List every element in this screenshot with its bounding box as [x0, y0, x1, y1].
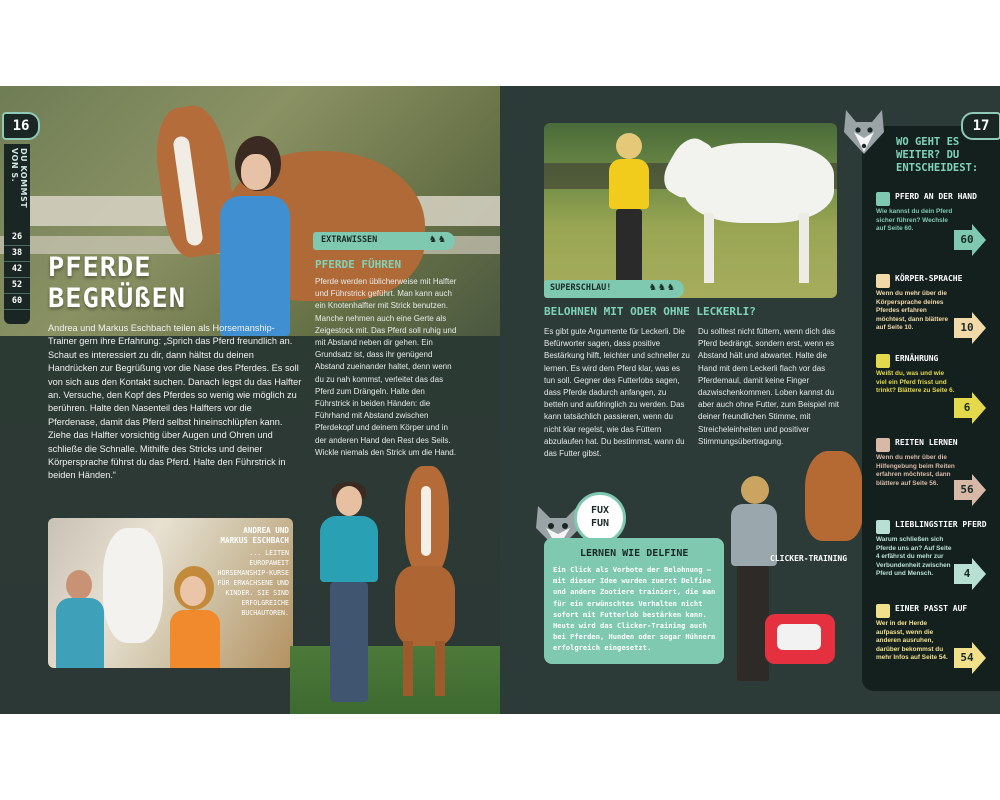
extra-text: Pferde werden üblicherweise mit Halfter und Führstrick geführt. Man kann auch ein Knotenhalfter mit Strick benutzen. Manche nehmen auch eine Gerte als Zeigestock mit. Das Pferd soll ruhig und mit Abstand neben dir gehen. Ein Grundsatz ist, dass ihr genügend Abstand zueinander haltet, denn wenn du zu nah kommst, verleitet das das Pferd zum Drängeln. Halte den Führstrick in beiden Händen: die Führhand mit Abstand zwischen Pferdekopf und deinem Körper und in der anderen Hand den Rest des Seils. Wickle niemals den Strick um die Hand.: [315, 277, 457, 457]
right-page: [500, 86, 1000, 714]
nav-item-einer-passt-auf[interactable]: EINER PASST AUF Wer in der Herde aufpasst, wenn die anderen ausruhen, darüber bekommst du mehr Infos auf Seite 54.: [876, 604, 968, 661]
blonde-girl-figure: [604, 133, 654, 293]
nav-item-lieblingstier-pferd[interactable]: LIEBLINGSTIER PFERD Warum schließen sich Pferde uns an? Auf Seite 4 erfährst du mehr zur Verbundenheit zwischen Pferd und Mensch.: [876, 520, 987, 577]
saddle-icon: [876, 438, 890, 452]
nav-item-ernaehrung[interactable]: ERNÄHRUNG Weißt du, was und wie viel ein Pferd frisst und trinkt? Blättere zu Seite 6.: [876, 354, 955, 394]
caption-text: ... LEITEN EUROPAWEIT HORSEMANSHIP-KURSE FÜR ERWACHSENE UND KINDER. SIE SIND ERFOLGREICHE BUCHAUTOREN.: [217, 549, 289, 617]
page-link-number: 6: [963, 401, 971, 414]
clicker-label: CLICKER-TRAINING: [770, 554, 848, 563]
caption-title: ANDREA UND MARKUS ESCHBACH: [220, 526, 289, 545]
page-link-number: 56: [960, 483, 974, 496]
page-title: [48, 252, 288, 314]
clicker-device: [765, 614, 835, 664]
fun-title: LERNEN WIE DELFINE: [580, 548, 689, 559]
herd-icon: [876, 604, 890, 618]
body-column-1: Es gibt gute Argumente für Leckerli. Die Befürworter sagen, dass positive Bestärkung hilft, leichter und schneller zu lernen. Es wird dem Pferd klar, was es tun soll. Gegner des Futterlobs sagen, dass Pferde dadurch anfangen, zu betteln und aufdringlich zu werden. Das kann tatsächlich passieren, wenn du nicht klar regelst, wie das Füttern abzulaufen hat. Du bestimmst, wann du das Futter gibst.: [544, 327, 690, 459]
sidebar-page-link[interactable]: 38: [4, 246, 30, 262]
superschlau-badge: [544, 280, 684, 298]
nav-heading: WO GEHT ES WEITER? DU ENTSCHEIDEST:: [896, 136, 979, 174]
fux-line: FUN: [590, 518, 610, 529]
title-line: BEGRÜßEN: [48, 283, 187, 314]
horseshoe-icon: [876, 520, 890, 534]
left-page: [0, 86, 500, 714]
photo-caption: [213, 526, 289, 618]
intro-text: Andrea und Markus Eschbach teilen als Horsemanship-Trainer gern ihre Erfahrung: „Sprich das Pferd freundlich an. Schaut es interessiert zu dir, dann hältst du deinen Handrücken zur Begrüßung vor die Nase des Pferdes. Es soll von sich aus den Kontakt suchen. Danach legst du das Halfter an. Versuche, den Kopf des Pferdes so wenig wie möglich zu berühren. Halte den Nasenteil des Halfters vor die Pferdenase, damit das Pferd selbst hineinschlüpfen kann. Ziehe das Halfter vorsichtig über Augen und Ohren und schließe die Schnalle. Mithilfe des Stricks und deiner Körpersprache führst du das Pferd. Halte den Führstrick in beiden Händen.“: [48, 323, 302, 481]
book-spread: [0, 86, 1000, 714]
white-horse: [103, 528, 163, 643]
extra-title: PFERDE FÜHREN: [315, 258, 402, 271]
nav-item-koerpersprache[interactable]: KÖRPER-SPRACHE Wenn du mehr über die Körpersprache deines Pferdes erfahren möchtest, dann blättere auf Seite 10.: [876, 274, 963, 331]
fox-mascot-icon: [840, 104, 888, 160]
page-link-number: 4: [963, 567, 971, 580]
sidebar-page-link[interactable]: 60: [4, 294, 30, 310]
nav-item-pferd-an-der-hand[interactable]: PFERD AN DER HAND Wie kannst du dein Pferd sicher führen? Wechsle auf Seite 60.: [876, 192, 977, 232]
horse-head-icon: [876, 274, 890, 288]
trainers-photo: [48, 518, 293, 668]
page-number-tab: 17: [961, 112, 1000, 140]
nav-item-reiten-lernen[interactable]: REITEN LERNEN Wenn du mehr über die Hilfengebung beim Reiten erfahren möchtest, dann blättere auf Seite 56.: [876, 438, 958, 487]
previous-pages-sidebar: [4, 144, 30, 324]
fux-fun-badge: [574, 492, 626, 544]
girl-white-horse-photo: [544, 123, 837, 298]
horse-leg: [704, 213, 714, 283]
horse-lead-icon: [876, 192, 890, 206]
body-column-2: Du solltest nicht füttern, wenn dich das Pferd bedrängt, sondern erst, wenn es Abstand hält und abwartet. Halte die Hand mit dem Leckerli flach vor das Pferdemaul, damit keine Finger dazwischenkommen. Loben kannst du aber auch ohne Futter, zum Beispiel mit deiner freundlichen Stimme, mit Streicheleinheiten und positiver Stimmungsübertragung.: [698, 327, 839, 446]
chestnut-horse: [395, 466, 455, 696]
page-link-number: 54: [960, 651, 974, 664]
title-line: PFERDE: [48, 252, 152, 283]
feed-icon: [876, 354, 890, 368]
superschlau-label: SUPERSCHLAU!: [550, 283, 612, 293]
sidebar-page-link[interactable]: 42: [4, 262, 30, 278]
fux-line: FUX: [590, 505, 610, 516]
sidebar-page-link[interactable]: 52: [4, 278, 30, 294]
extrawissen-label: EXTRAWISSEN: [321, 235, 378, 245]
horse-rating-icon: ♞♞♞: [648, 283, 676, 293]
section-title: BELOHNEN MIT ODER OHNE LECKERLI?: [544, 305, 756, 318]
horse-leg: [799, 213, 809, 283]
page-link-number: 60: [960, 233, 974, 246]
girl-leading-figure: [310, 486, 390, 706]
page-number-tab: 16: [2, 112, 40, 140]
page-link-number: 10: [960, 321, 974, 334]
fun-text: Ein Click als Vorbote der Belohnung – mit dieser Idee wurden zuerst Delfine und andere Zootiere trainiert, die man für ein erwünschtes Verhalten nicht sofort mit Futterlob bestärken kann. Heute wird das Clicker-Training auch bei Pferden, Hunden oder sogar Hühnern erfolgreich eingesetzt.: [553, 565, 716, 653]
chestnut-horse-head: [805, 451, 863, 541]
sidebar-page-link[interactable]: 26: [4, 230, 30, 246]
horse-rating-icon: ♞♞: [428, 235, 447, 245]
man-figure: [56, 570, 106, 668]
extrawissen-badge: [313, 232, 455, 250]
sidebar-label: DU KOMMST VON S.: [10, 148, 28, 209]
